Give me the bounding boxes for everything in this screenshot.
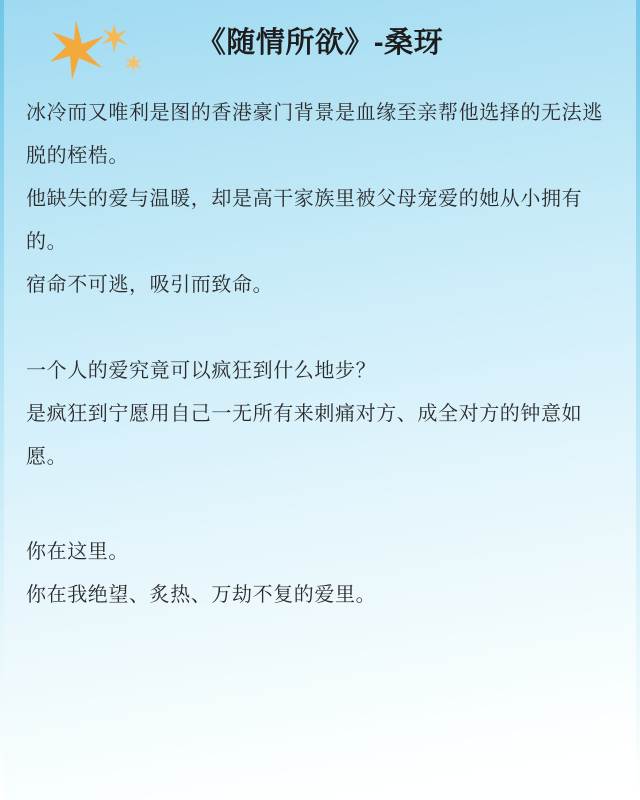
document-body (0, 92, 640, 617)
right-edge-gradient (636, 0, 640, 800)
document-header (0, 0, 640, 92)
paragraph-line: 你在这里。 (26, 541, 129, 563)
paragraph-line: 一个人的爱究竟可以疯狂到什么地步？ (26, 360, 377, 382)
paragraph-line: 冰冷而又唯利是图的香港豪门背景是血缘至亲帮他选择的无法逃脱的桎梏。 (26, 102, 603, 167)
page-title: 《随情所欲》-桑玡 (196, 27, 444, 59)
paragraph-gap (26, 307, 614, 350)
paragraph-gap-large (26, 479, 614, 531)
paragraph-line: 你在我绝望、炙热、万劫不复的爱里。 (26, 584, 377, 606)
left-edge-gradient (0, 0, 4, 800)
paragraph-line: 是疯狂到宁愿用自己一无所有来刺痛对方、成全对方的钟意如愿。 (26, 403, 583, 468)
paragraph-line: 他缺失的爱与温暖，却是高干家族里被父母宠爱的她从小拥有的。 (26, 188, 583, 253)
paragraph-line: 宿命不可逃，吸引而致命。 (26, 274, 274, 296)
